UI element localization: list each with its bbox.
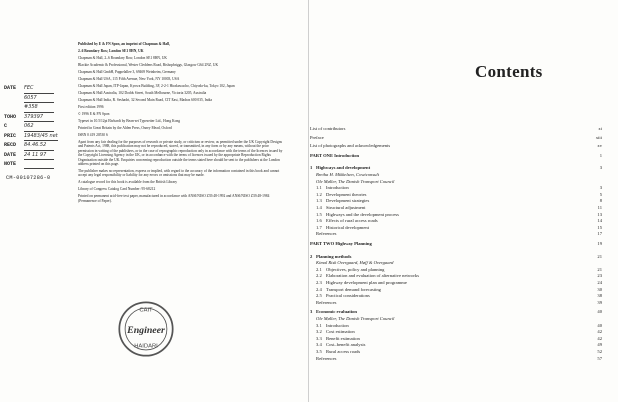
toc-entry — [310, 356, 602, 362]
toc-page-number: 42 — [597, 329, 602, 335]
toc-page-number: 21 — [597, 253, 602, 259]
toc-number: 2.1 — [316, 266, 322, 272]
toc-page-number: xi — [598, 126, 602, 131]
toc-entry — [310, 309, 602, 315]
toc-entry — [310, 153, 602, 159]
toc-title: List of contributors — [310, 126, 346, 131]
pub-line: © 1996 E & FN Spon — [78, 112, 110, 116]
toc-title: Objectives, policy and planning — [326, 266, 385, 272]
stamp-row — [4, 151, 76, 161]
stamp-label: DATE — [4, 85, 17, 91]
toc-title: PART ONE Introduction — [310, 152, 360, 158]
toc-page-number: 24 — [597, 280, 602, 285]
publication-details — [78, 42, 283, 206]
toc-number: 2 — [310, 253, 313, 259]
stamp-label — [4, 94, 24, 104]
toc-page-number: xv — [597, 143, 602, 149]
stamp-row — [4, 132, 76, 142]
seal-middle-text: Engineer — [127, 325, 165, 337]
toc-title: Ole Møller, The Danish Transport Council — [316, 178, 395, 184]
toc-entry — [310, 225, 602, 231]
pub-line: The publisher makes no representation, express or implied, with regard to the accuracy of the information contained in this book and cannot accept any legal responsibility or liability for any errors or omissions that may be made. — [78, 169, 280, 178]
toc-page-number: 40 — [597, 322, 602, 328]
stamp-value: 379397 — [24, 113, 54, 123]
toc-title: Bretha H. Mikkelsen, Cowiconsult — [316, 172, 379, 177]
toc-page-number: 17 — [597, 231, 602, 237]
toc-entry — [310, 185, 602, 191]
toc-entry — [310, 280, 602, 286]
toc-title: Introduction — [326, 322, 349, 328]
toc-page-number: 52 — [597, 349, 602, 354]
toc-page-number: 13 — [597, 211, 602, 217]
stamp-label: DATE — [4, 151, 17, 158]
stamp-label: PRIC — [4, 132, 17, 139]
toc-entry — [310, 172, 602, 178]
toc-entry — [310, 135, 602, 141]
toc-entry — [310, 349, 602, 355]
toc-page-number: 21 — [597, 266, 602, 272]
toc-title: Highway development plan and programme — [326, 280, 407, 285]
toc-entry — [310, 241, 602, 247]
pub-line: Chapman & Hall, 2–6 Boundary Row, London SE1 8HN, UK — [78, 56, 168, 60]
stamp-value: 6057 — [24, 94, 54, 104]
toc-page-number: 3 — [599, 165, 602, 171]
pub-line: Chapman & Hall GmbH, Pappelallee 3, 69469 Weinheim, Germany — [78, 70, 176, 74]
toc-number: 1.1 — [316, 185, 322, 191]
toc-page-number: 23 — [597, 273, 602, 279]
pub-line: Printed on permanent acid-free text paper, manufactured in accordance with ANSI/NISO Z39.48-1992 and ANSI/NISO Z39.48-1984 (Permanence of Paper). — [78, 194, 270, 203]
toc-entry — [310, 143, 602, 149]
toc-number: 1.4 — [316, 205, 322, 210]
toc-entry — [310, 342, 602, 348]
stamp-label — [4, 103, 24, 113]
toc-title: Practical considerations — [326, 293, 370, 299]
stamp-value — [24, 160, 54, 169]
toc-page-number: 1 — [599, 152, 602, 158]
toc-number: 2.5 — [316, 293, 322, 299]
stamp-label: RECD — [4, 142, 17, 148]
toc-entry — [310, 212, 602, 218]
toc-entry — [310, 329, 602, 335]
toc-entry — [310, 218, 602, 224]
toc-number: 2.4 — [316, 286, 322, 292]
toc-title: Elaboration and evaluation of alternative networks — [326, 273, 419, 279]
stamp-row — [4, 84, 76, 94]
toc-number: 3.4 — [316, 342, 322, 348]
toc-page-number: 19 — [597, 241, 602, 246]
toc-number: 1.5 — [316, 211, 322, 217]
toc-title: Ole Møller, The Danish Transport Council — [316, 316, 395, 321]
toc-entry — [310, 287, 602, 293]
toc-number: 3.3 — [316, 335, 322, 341]
stamp-label: C — [4, 123, 8, 129]
barcode-id: CM-00107286-0 — [6, 175, 51, 181]
toc-page-number: 49 — [597, 342, 602, 348]
pub-line: Published by E & FN Spon, an imprint of Chapman & Hall, — [78, 42, 170, 46]
toc-title: Development theories — [326, 191, 367, 197]
toc-title: Kimal Risk Overgaard, Høff & Overgaard — [316, 260, 394, 266]
toc-number: 3.5 — [316, 349, 322, 354]
toc-page-number: 8 — [599, 198, 602, 204]
toc-page-number: 3 — [599, 185, 602, 191]
stamp-row — [4, 94, 76, 104]
stamp-value: 062 — [24, 122, 54, 132]
seal-bottom-text: HAIDARI — [134, 343, 158, 350]
toc-title: Introduction — [326, 185, 349, 191]
toc-title: References — [316, 299, 337, 305]
pub-line: Library of Congress Catalog Card Number: 95-68212 — [78, 187, 156, 192]
toc-page-number: 15 — [597, 224, 602, 230]
toc-number: 1.6 — [316, 218, 322, 224]
toc-page-number: 14 — [597, 218, 602, 224]
toc-title: Effects of rural access roads — [326, 218, 378, 224]
toc-number: 3.1 — [316, 322, 322, 328]
toc-number: 3.2 — [316, 329, 322, 335]
pub-line: Chapman & Hall Japan, ITP-Japan, Kyowa Building, 3F, 2-2-1 Hirakawacho, Chiyoda-ku, Tokyo 102, Japan — [78, 84, 235, 88]
toc-page-number: 42 — [597, 335, 602, 341]
toc-page-number: 5 — [599, 191, 602, 197]
toc-page-number: 57 — [597, 355, 602, 361]
toc-entry — [310, 336, 602, 342]
stamp-label: TOHO — [4, 113, 17, 120]
toc-entry — [310, 198, 602, 204]
stamp-value: 19483/45 net — [24, 132, 58, 142]
toc-entry — [310, 231, 602, 237]
toc-page-number: 38 — [597, 293, 602, 299]
toc-page-number: 40 — [597, 309, 602, 315]
seal-top-text: CAIT — [139, 307, 153, 314]
toc-title: List of photographs and acknowledgements — [310, 143, 391, 149]
pub-line: 2–6 Boundary Row, London SE1 8HN, UK — [78, 49, 144, 53]
stamp-row — [4, 160, 76, 169]
stamp-row — [4, 122, 76, 132]
pub-line: Printed in Great Britain by the Alden Press, Osney Mead, Oxford — [78, 126, 172, 130]
toc-title: Development strategies — [326, 198, 370, 204]
toc-entry — [310, 205, 602, 211]
toc-number: 1 — [310, 165, 313, 171]
pub-line: ISBN 0 419 20530 6 — [78, 133, 108, 137]
library-stamp — [4, 84, 76, 169]
stamp-row — [4, 103, 76, 113]
stamp-row — [4, 141, 76, 151]
pub-line: Chapman & Hall Australia, 102 Dodds Street, South Melbourne, Victoria 3205, Australia — [78, 91, 207, 95]
toc-title: References — [316, 355, 337, 361]
toc-title: Planning methods — [316, 253, 352, 259]
toc-number: 3 — [310, 309, 313, 315]
toc-title: Highways and development — [316, 165, 371, 171]
toc-page-number: 30 — [597, 286, 602, 292]
stamp-value: FEC — [24, 84, 54, 94]
pub-line: Apart from any fair dealing for the purposes of research or private study, or criticism or review, as permitted under the UK Copyright Designs and Patents Act, 1988, this publication may not be reproduced, stored, or transmitted, in any form or by any means, without the prior permission in writing of the publishers, or in the case of reprographic reproduction only in accordance with the terms of the licences issued by the Copyright Licensing Agency in the UK, or in accordance with the terms of licences issued by the appropriate Reproduction Rights Organization outside the UK. Enquiries concerning reproduction outside the terms stated here should be sent to the publishers at the London address printed on this page. — [78, 140, 283, 167]
toc-title: Structural adjustment — [326, 205, 366, 210]
toc-number: 1.2 — [316, 191, 322, 197]
toc-title: Highways and the development process — [326, 211, 399, 217]
toc-title: Economic evaluation — [316, 309, 357, 315]
toc-entry — [310, 316, 602, 322]
toc-title: Cost–benefit analysis — [326, 342, 366, 348]
stamp-value: 24 11 97 — [24, 151, 54, 161]
stamp-value: 84.46.52 — [24, 141, 54, 151]
toc-number: 2.3 — [316, 280, 322, 285]
stamp-value: #358 — [24, 103, 54, 113]
toc-title: Historical development — [326, 224, 369, 230]
toc-entry — [310, 254, 602, 260]
toc-entry — [310, 273, 602, 279]
toc-title: Benefit estimation — [326, 335, 360, 341]
toc-number: 2.2 — [316, 273, 322, 279]
toc-entry — [310, 260, 602, 266]
toc-title: PART TWO Highway Planning — [310, 241, 372, 246]
pub-line: Chapman & Hall USA, 115 Fifth Avenue, New York, NY 10003, USA — [78, 77, 180, 81]
toc-number: 1.7 — [316, 224, 322, 230]
toc-entry — [310, 323, 602, 329]
toc-entry — [310, 267, 602, 273]
pub-line: A catalogue record for this book is available from the British Library — [78, 180, 178, 185]
stamp-label: NOTE — [4, 161, 17, 167]
pub-line: Chapman & Hall India, R. Seshadri, 32 Second Main Road, CIT East, Madras 600 035, India — [78, 98, 212, 102]
toc-entry — [310, 165, 602, 171]
toc-entry — [310, 192, 602, 198]
pub-line: First edition 1996 — [78, 105, 104, 109]
stamp-row — [4, 113, 76, 123]
toc-number: 1.3 — [316, 198, 322, 204]
toc-page-number: 11 — [597, 205, 602, 210]
toc-page-number: 39 — [597, 299, 602, 305]
toc-title: References — [316, 231, 337, 237]
toc-entry — [310, 300, 602, 306]
toc-title: Cost estimation — [326, 329, 355, 335]
library-seal — [117, 300, 175, 358]
toc-title: Rural access roads — [326, 349, 361, 354]
toc-entry — [310, 293, 602, 299]
toc-title: Preface — [310, 134, 324, 140]
toc-entry — [310, 126, 602, 132]
pub-line: Blackie Academic & Professional, Wester Cleddens Road, Bishopbriggs, Glasgow G64 2NZ, UK — [78, 63, 219, 67]
toc-page-number: xiii — [595, 134, 602, 140]
pub-line: Typeset in 10.5/12pt Ehrhardt by Bean-set Typesetter Ltd., Hong Kong — [78, 119, 181, 123]
toc-title: Transport demand forecasting — [326, 286, 381, 292]
toc-entry — [310, 179, 602, 185]
contents-heading: Contents — [475, 62, 543, 81]
